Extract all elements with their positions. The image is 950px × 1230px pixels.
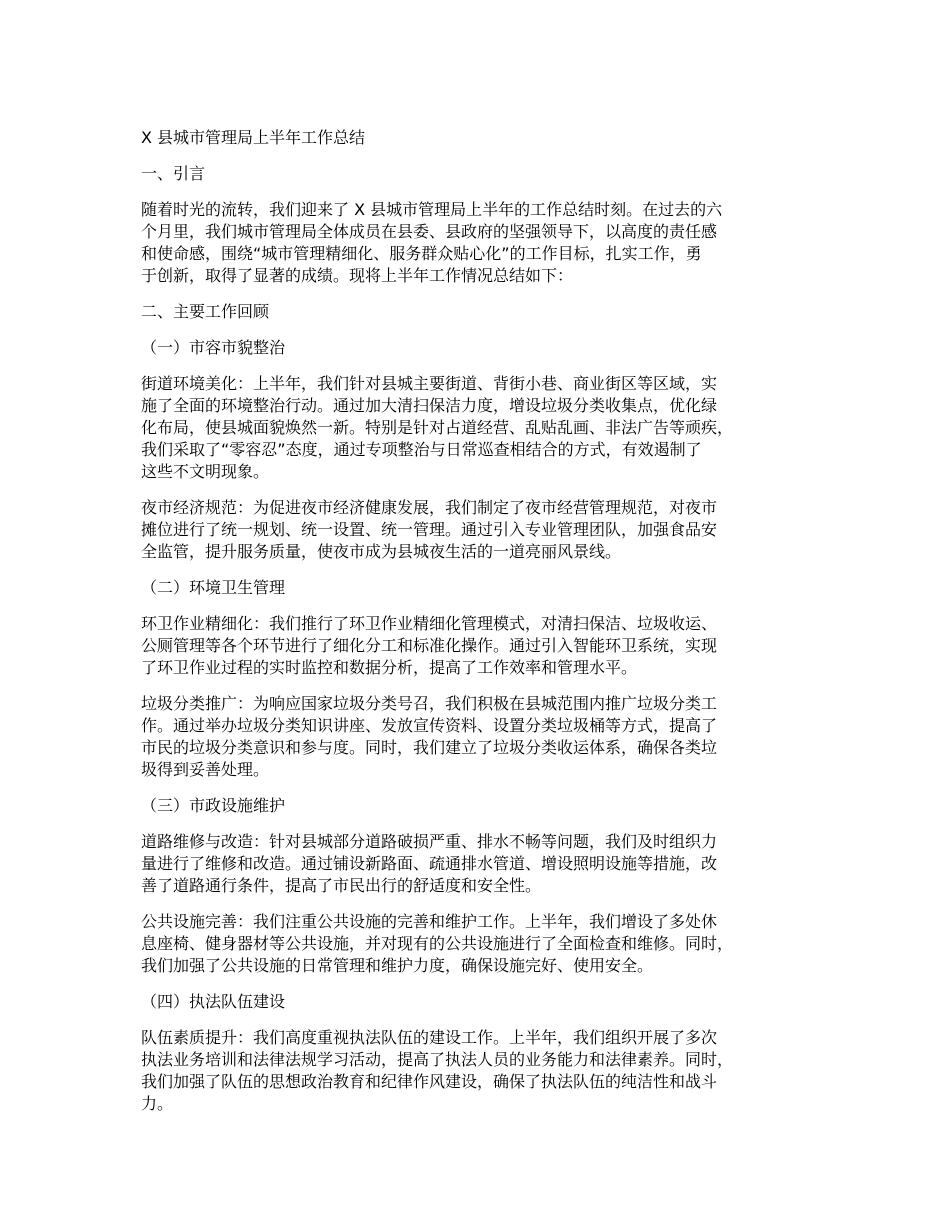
text-line: 公共设施完善：我们注重公共设施的完善和维护工作。上半年，我们增设了多处休 (141, 912, 718, 931)
paragraph-road-repair (141, 831, 831, 897)
subsection-heading-sanitation: （二）环境卫生管理 (141, 578, 286, 597)
text-line: 全监管，提升服务质量，使夜市成为县城夜生活的一道亮丽风景线。 (141, 542, 622, 561)
text-line: 于创新，取得了显著的成绩。现将上半年工作情况总结如下： (141, 266, 574, 285)
text-line: 和使命感，围绕“城市管理精细化、服务群众贴心化”的工作目标，扎实工作，勇 (141, 244, 702, 263)
section-heading-main-review: 二、主要工作回顾 (141, 302, 270, 321)
text-line: 环卫作业精细化：我们推行了环卫作业精细化管理模式，对清扫保洁、垃圾收运、 (141, 614, 718, 633)
text-line: 夜市经济规范：为促进夜市经济健康发展，我们制定了夜市经营管理规范，对夜市 (141, 498, 718, 517)
text-line: 量进行了维修和改造。通过铺设新路面、疏通排水管道、增设照明设施等措施，改 (141, 854, 718, 873)
text-line: 我们加强了公共设施的日常管理和维护力度，确保设施完好、使用安全。 (141, 956, 654, 975)
text-line: 队伍素质提升：我们高度重视执法队伍的建设工作。上半年，我们组织开展了多次 (141, 1028, 718, 1047)
text-line: 力。 (141, 1094, 174, 1113)
document-title: X 县城市管理局上半年工作总结 (141, 128, 366, 147)
text-line: 这些不文明现象。 (141, 462, 270, 481)
paragraph-night-market (141, 497, 831, 563)
text-line: 我们采取了“零容忍”态度，通过专项整治与日常巡查相结合的方式，有效遏制了 (141, 440, 702, 459)
text-line: 公厕管理等各个环节进行了细化分工和标准化操作。通过引入智能环卫系统，实现 (141, 636, 718, 655)
text-line: 施了全面的环境整治行动。通过加大清扫保洁力度，增设垃圾分类收集点，优化绿 (141, 396, 718, 415)
paragraph-sanitation-refinement (141, 613, 831, 679)
paragraph-introduction (141, 199, 831, 287)
text-line: 息座椅、健身器材等公共设施，并对现有的公共设施进行了全面检查和维修。同时， (141, 934, 734, 953)
text-line: 化布局，使县城面貌焕然一新。特别是针对占道经营、乱贴乱画、非法广告等顽疾， (141, 418, 734, 437)
text-line: 了环卫作业过程的实时监控和数据分析，提高了工作效率和管理水平。 (141, 658, 638, 677)
text-line: 善了道路通行条件，提高了市民出行的舒适度和安全性。 (141, 876, 542, 895)
text-line: 市民的垃圾分类意识和参与度。同时，我们建立了垃圾分类收运体系，确保各类垃 (141, 738, 718, 757)
text-line: 作。通过举办垃圾分类知识讲座、发放宣传资料、设置分类垃圾桶等方式，提高了 (141, 716, 718, 735)
text-line: 执法业务培训和法律法规学习活动，提高了执法人员的业务能力和法律素养。同时， (141, 1050, 734, 1069)
text-line: 圾得到妥善处理。 (141, 760, 270, 779)
subsection-heading-city-appearance: （一）市容市貌整治 (141, 338, 286, 357)
text-line: 街道环境美化：上半年，我们针对县城主要街道、背街小巷、商业街区等区域，实 (141, 374, 718, 393)
text-line: 我们加强了队伍的思想政治教育和纪律作风建设，确保了执法队伍的纯洁性和战斗 (141, 1072, 718, 1091)
subsection-heading-enforcement-team: （四）执法队伍建设 (141, 992, 286, 1011)
section-heading-introduction: 一、引言 (141, 164, 206, 183)
paragraph-street-beautification (141, 373, 831, 483)
subsection-heading-municipal-facilities: （三）市政设施维护 (141, 796, 286, 815)
text-line: 随着时光的流转，我们迎来了 X 县城市管理局上半年的工作总结时刻。在过去的六 (141, 200, 723, 219)
paragraph-public-facilities (141, 911, 831, 977)
document-page (141, 127, 831, 1129)
text-line: 垃圾分类推广：为响应国家垃圾分类号召，我们积极在县城范围内推广垃圾分类工 (141, 694, 718, 713)
paragraph-waste-sorting (141, 693, 831, 781)
paragraph-team-quality (141, 1027, 831, 1115)
text-line: 摊位进行了统一规划、统一设置、统一管理。通过引入专业管理团队，加强食品安 (141, 520, 718, 539)
text-line: 道路维修与改造：针对县城部分道路破损严重、排水不畅等问题，我们及时组织力 (141, 832, 718, 851)
text-line: 个月里，我们城市管理局全体成员在县委、县政府的坚强领导下，以高度的责任感 (141, 222, 718, 241)
